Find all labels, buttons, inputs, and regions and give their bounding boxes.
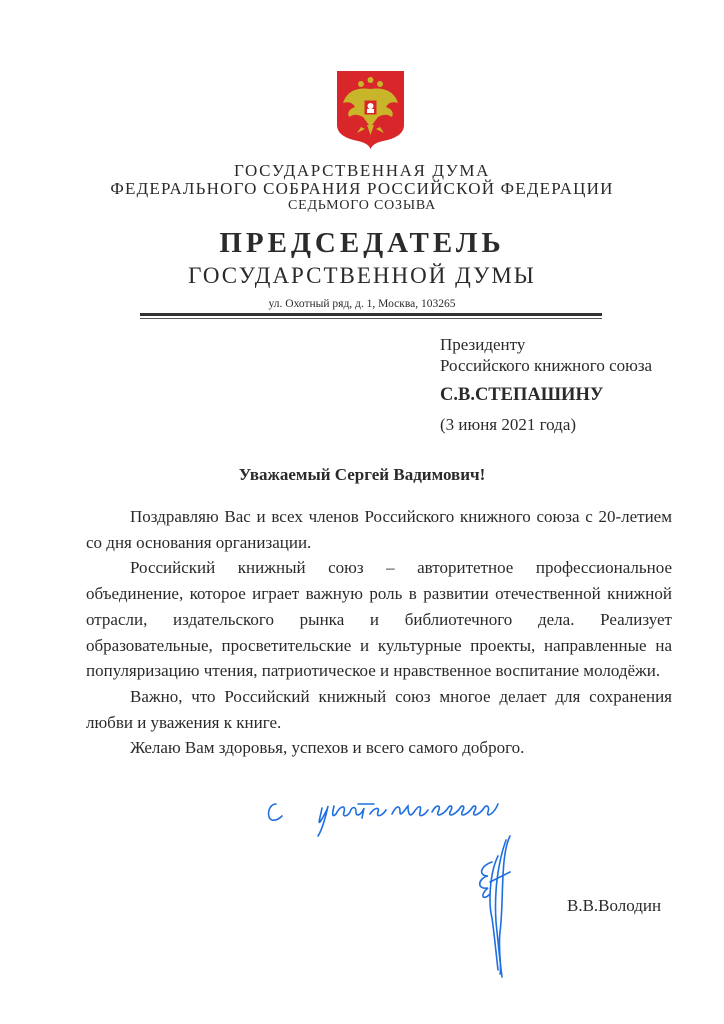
- institution-name: ГОСУДАРСТВЕННАЯ ДУМА: [234, 161, 490, 180]
- addressee-line-2: Российского книжного союза: [440, 356, 653, 375]
- position-title: ПРЕДСЕДАТЕЛЬ: [219, 227, 505, 259]
- addressee-block: [440, 334, 652, 435]
- address: ул. Охотный ряд, д. 1, Москва, 103265: [268, 298, 456, 310]
- convocation: СЕДЬМОГО СОЗЫВА: [287, 198, 437, 213]
- salutation: Уважаемый Сергей Вадимович!: [238, 465, 486, 484]
- paragraph: Российский книжный союз – авторитетное профессиональное объединение, которое играет важную роль в развитии отечественной книжной отрасли, издательского рынка и библиотечного дела. Реализует образовательные, просветительские и культурные проекты, направленные на популяризацию чтения, патриотическое и нравственное воспитание молодёжи.: [86, 558, 672, 681]
- position-subtitle: ГОСУДАРСТВЕННОЙ ДУМЫ: [188, 263, 536, 288]
- letter-body: [86, 504, 672, 761]
- letter-date: (3 июня 2021 года): [440, 415, 577, 434]
- paragraph: Важно, что Российский книжный союз многое делает для сохранения любви и уважения к книге.: [86, 686, 672, 732]
- header-divider-thick: [140, 313, 602, 316]
- paragraph: Желаю Вам здоровья, успехов и всего самого доброго.: [130, 738, 525, 758]
- addressee-line-1: Президенту: [440, 335, 526, 354]
- header-divider-thin: [140, 318, 602, 319]
- coat-of-arms-icon: [333, 67, 408, 151]
- signature: [470, 832, 530, 982]
- paragraph: Поздравляю Вас и всех членов Российского книжного союза с 20-летием со дня основания организации.: [86, 507, 672, 552]
- addressee-name: С.В.СТЕПАШИНУ: [440, 385, 604, 405]
- signer-name: В.В.Володин: [567, 896, 662, 915]
- institution-parent: ФЕДЕРАЛЬНОГО СОБРАНИЯ РОССИЙСКОЙ ФЕДЕРАЦИИ: [110, 179, 614, 198]
